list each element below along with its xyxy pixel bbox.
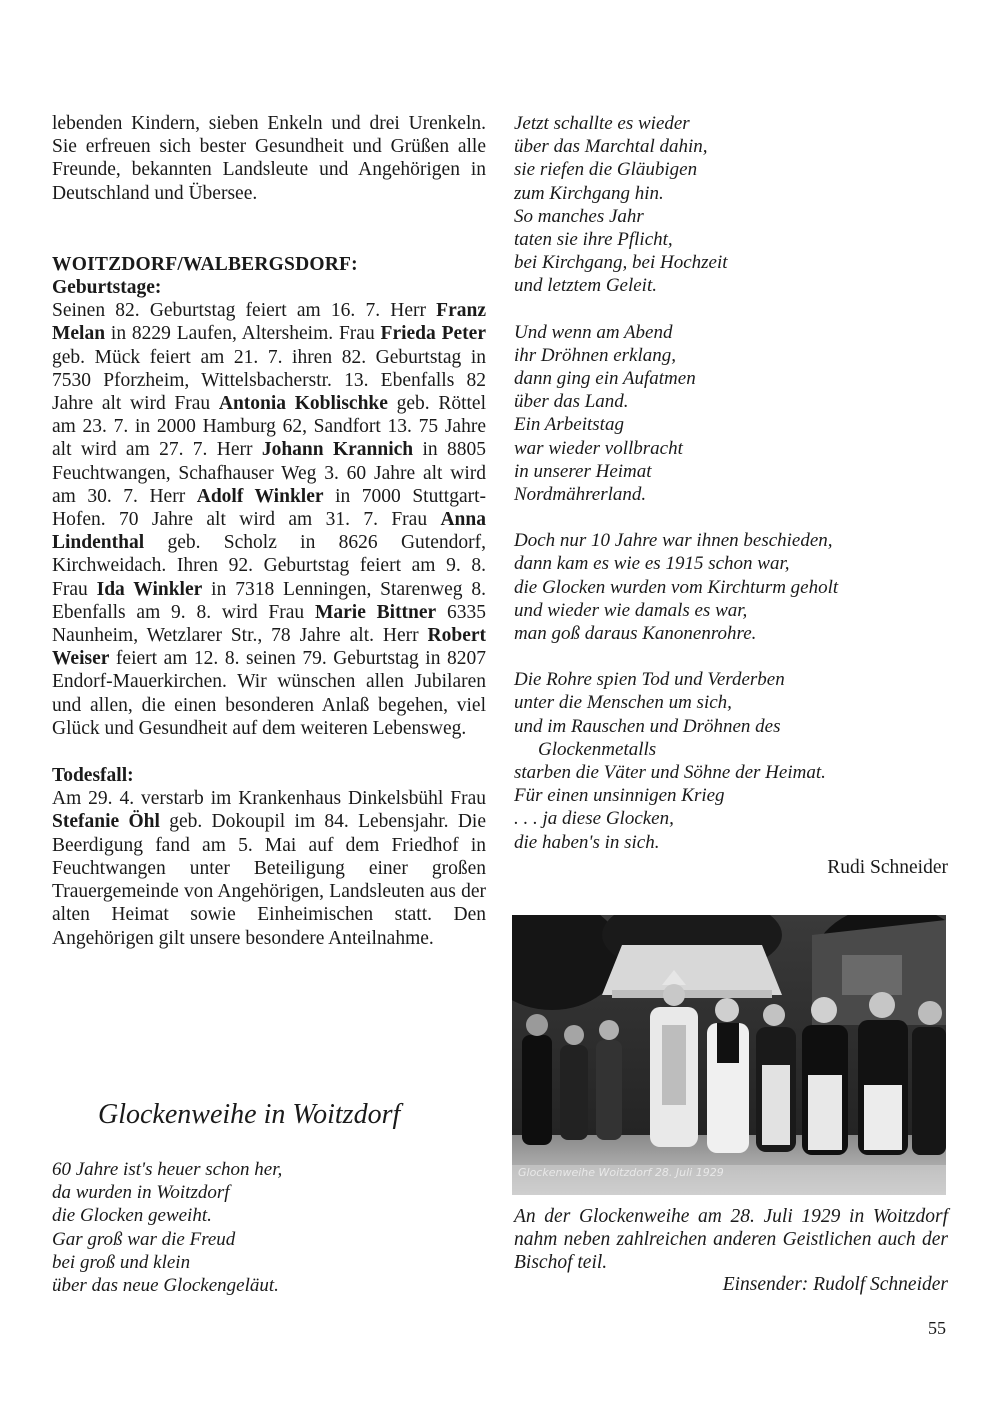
verse-line: Doch nur 10 Jahre war ihnen beschieden, <box>514 530 833 552</box>
text-run: Am 29. 4. verstarb im Krankenhaus Dinkelsbühl Frau <box>52 788 486 810</box>
poem-author: Rudi Schneider <box>827 856 948 878</box>
verse-line: und wieder wie damals es war, <box>514 599 748 621</box>
person-name: Marie Bittner <box>314 601 437 623</box>
verse-line: bei groß und klein <box>52 1251 191 1273</box>
text-run: in 8229 Laufen, Altersheim. Frau <box>105 323 381 345</box>
verse-line: über das neue Glockengeläut. <box>52 1275 279 1297</box>
text-run: 6335 Naunheim, Wetzlarer Str., 78 Jahre alt. Herr <box>52 601 487 647</box>
text-run: Seinen 82. Geburtstag feiert am 16. 7. Herr <box>52 300 437 322</box>
text-run: feiert am 12. 8. seinen 79. Geburtstag in 8207 Endorf-Mauerkirchen. Wir wünschen allen Jubilaren und allen, die einen besonderen Anlaß begehen, viel Glück und Gesundheit auf dem weiteren Lebensweg. <box>52 648 486 739</box>
text-run: in 8805 Feuchtwangen, Schafhauser Weg 3. 60 Jahre alt wird am 30. 7. Herr <box>52 439 486 507</box>
verse-line: über das Marchtal dahin, <box>514 136 708 158</box>
verse-line: Jetzt schallte es wieder <box>514 113 690 134</box>
verse-line: sie riefen die Gläubigen <box>514 159 698 181</box>
verse-line: zum Kirchgang hin. <box>514 182 664 204</box>
verse-line: war wieder vollbracht <box>514 437 683 459</box>
text-run: in 7318 Lenningen, Starenweg 8. Ebenfalls am 9. 8. wird Frau <box>52 578 486 623</box>
procession-photo <box>512 915 946 1195</box>
verse-line: So manches Jahr <box>514 205 644 227</box>
verse-line: Glockenmetalls <box>538 738 657 760</box>
person-name: Frieda Peter <box>380 323 486 345</box>
verse-line: und im Rauschen und Dröhnen des <box>514 715 781 737</box>
page-number: 55 <box>928 1318 946 1338</box>
text-run: geb. Scholz in 8626 Gutendorf, Kirchweidach. Ihren 92. Geburtstag feiert am 9. 8. Frau <box>52 532 486 600</box>
person-name: Stefanie Öhl <box>52 811 160 833</box>
poem-stanza-3 <box>514 321 948 507</box>
verse-line: die Glocken geweiht. <box>52 1205 212 1227</box>
verse-line: und letztem Geleit. <box>514 275 657 297</box>
verse-line: dann ging ein Aufatmen <box>514 368 696 390</box>
photo-drawing <box>512 915 946 1195</box>
right-column <box>514 112 948 879</box>
person-name: Ida Winkler <box>96 578 203 600</box>
verse-line: man goß daraus Kanonenrohre. <box>514 623 757 645</box>
text-run: geb. Röttel am 23. 7. in 2000 Hamburg 62, Sandfort 13. 75 Jahre alt wird am 27. 7. Herr <box>52 393 487 461</box>
death-paragraph <box>52 787 486 949</box>
verse-line: Ein Arbeitstag <box>514 414 624 436</box>
left-column <box>52 112 486 950</box>
verse-line: in unserer Heimat <box>514 460 652 482</box>
verse-line: Nordmährerland. <box>514 484 647 506</box>
place-heading: WOITZDORF/WALBERGSDORF: <box>52 253 358 275</box>
verse-line: die haben's in sich. <box>514 831 660 853</box>
person-name: Antonia Koblischke <box>218 393 388 415</box>
verse-line: . . . ja diese Glocken, <box>514 808 674 830</box>
person-name: Adolf Winkler <box>196 485 324 507</box>
poem-title: Glockenweihe in Woitzdorf <box>98 1099 401 1130</box>
verse-line: Für einen unsinnigen Krieg <box>514 785 725 807</box>
poem-stanza-2 <box>514 112 948 298</box>
photo-label: Glockenweihe Woitzdorf 28. Juli 1929 <box>518 1166 724 1179</box>
death-heading: Todesfall: <box>52 765 134 787</box>
photo-caption: An der Glockenweihe am 28. Juli 1929 in Woitzdorf nahm neben zahlreichen anderen Geistlichen auch der Bischof teil. <box>514 1206 948 1274</box>
text-run: in 7000 Stuttgart-Hofen. 70 Jahre alt wird am 31. 7. Frau <box>52 485 486 531</box>
birthday-paragraph <box>52 299 486 740</box>
verse-line: dann kam es wie es 1915 schon war, <box>514 553 790 575</box>
verse-line: ihr Dröhnen erklang, <box>514 344 677 366</box>
verse-line: starben die Väter und Söhne der Heimat. <box>514 762 826 784</box>
verse-line: taten sie ihre Pflicht, <box>514 229 673 251</box>
birthday-heading: Geburtstage: <box>52 277 162 299</box>
text-run: geb. Mück feiert am 21. 7. ihren 82. Geburtstag in 7530 Pforzheim, Wittelsbacherstr. 13. Ebenfalls 82 Jahre alt wird Frau <box>52 346 486 415</box>
person-name: Franz Melan <box>52 300 486 345</box>
poem-stanza-5 <box>514 668 948 854</box>
text-run: geb. Dokoupil im 84. Lebensjahr. Die Beerdigung fand am 5. Mai auf dem Friedhof in Feuchtwangen unter Beteiligung einer großen Trauergemeinde von Angehörigen, Landsleuten aus der alten Heimat sowie Einheimischen statt. Den Angehörigen gilt unsere besondere Anteilnahme. <box>52 811 486 949</box>
poem-stanza-4 <box>514 529 948 645</box>
person-name: Robert Weiser <box>52 625 486 670</box>
sender-credit: Einsender: Rudolf Schneider <box>722 1274 948 1295</box>
verse-line: bei Kirchgang, bei Hochzeit <box>514 252 728 274</box>
verse-line: Und wenn am Abend <box>514 321 673 343</box>
person-name: Anna Lindenthal <box>52 509 486 554</box>
poem-stanza-1 <box>52 1158 472 1297</box>
verse-line: 60 Jahre ist's heuer schon her, <box>52 1159 283 1180</box>
verse-line: die Glocken wurden vom Kirchturm geholt <box>514 576 839 598</box>
person-name: Johann Krannich <box>261 439 414 461</box>
verse-line: über das Land. <box>514 391 629 413</box>
verse-line: unter die Menschen um sich, <box>514 692 732 714</box>
verse-line: Gar groß war die Freud <box>52 1228 236 1250</box>
verse-line: da wurden in Woitzdorf <box>52 1182 230 1204</box>
verse-line: Die Rohre spien Tod und Verderben <box>514 669 785 691</box>
intro-paragraph: lebenden Kindern, sieben Enkeln und drei Urenkeln. Sie erfreuen sich bester Gesundheit und Grüßen alle Freunde, bekannten Landsleute und Angehörigen in Deutschland und Übersee. <box>52 113 486 204</box>
